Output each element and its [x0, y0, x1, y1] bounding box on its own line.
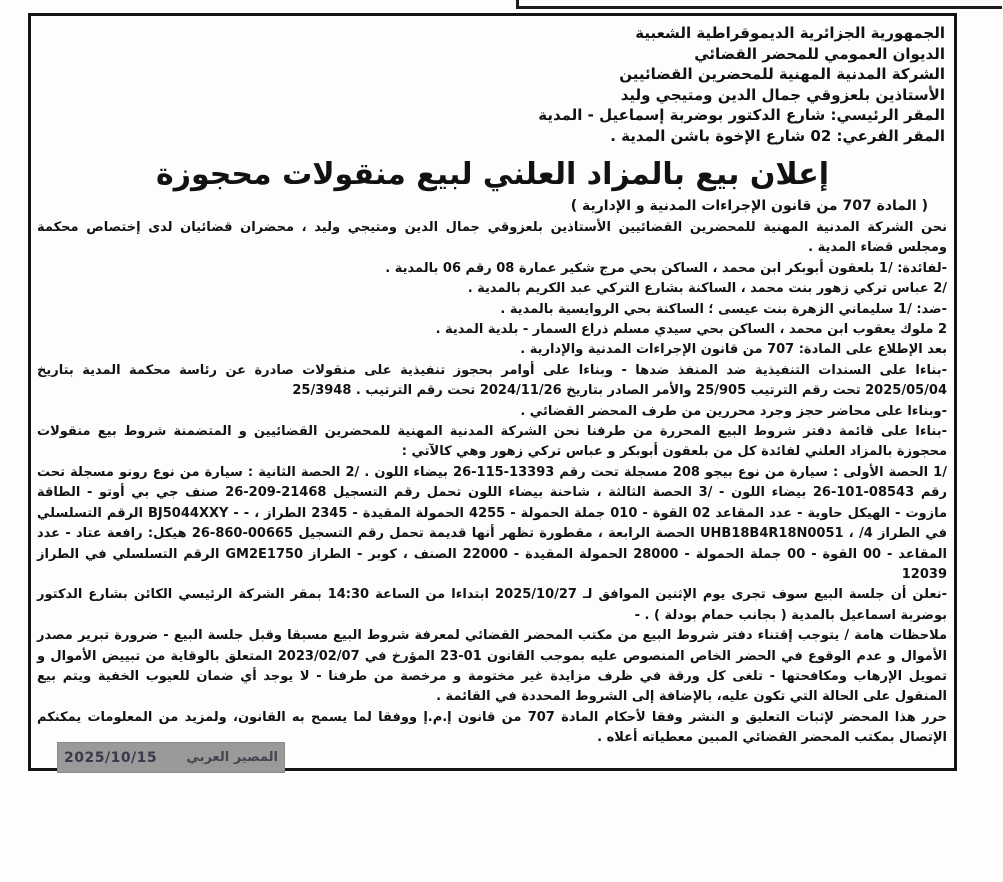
- paragraph-defendant-2: 2 ملوك يعقوب ابن محمد ، الساكن بحي سيدي مسلم ذراع السمار - بلدية المدية .: [435, 322, 947, 338]
- paragraph-article-review: بعد الإطلاع على المادة: 707 من قانون الإجراءات المدنية والإدارية .: [520, 342, 947, 358]
- paragraph-executive-orders: -بناءا على السندات التنفيذية ضد المنفذ ضدها - وبناءا على أوامر بحجوز تنفيذية على منقولات صادرة عن رئاسة محكمة المدية بتاريخ 2025/05/04 تحت رقم الترتيب 25/905 والأمر الصادر بتاريخ 2024/11/26 تحت رقم الترتيب . 25/3948: [37, 362, 947, 399]
- paragraph-lots-description: /1 الحصة الأولى : سيارة من نوع بيجو 208 مسجلة تحت رقم 13393-115-26 بيضاء اللون . /2 الحصة الثانية : سيارة من نوع رونو مسجلة تحت رقم 08543-101-26 بيضاء اللون - /3 الحصة الثالثة ، شاحنة بيضاء اللون تحمل رقم التسجيل 21468-209-26 صنف جي بي أوتو - الطاقة مازوت - الهيكل حاوية - عدد المقاعد 02 القوة - 010 جملة الحمولة - 4255 الحمولة المقيدة - 2345 الطراز ، - - BJ5044XXY الرقم التسلسلي في الطراز UHB18B4R18N0051 ، /4 الحصة الرابعة ، مقطورة تظهر أنها قديمة تحمل رقم التسجيل 00665-860-26 هيكل: رافعة عتاد - عدد المقاعد - 00 القوة - 00 جملة الحمولة - 28000 الحمولة المقيدة - 22000 الصنف ، كوبر - الطراز GM2E1750 الرقم التسلسلي في الطراز 12039: [37, 464, 948, 582]
- header-line-bailiffs-names: الأستاذين بلعزوقي جمال الدين ومتيجي وليد: [620, 85, 945, 104]
- legal-article-reference: ( المادة 707 من قانون الإجراءات المدنية و الإدارية ): [570, 198, 928, 214]
- announcement-body: [31, 216, 954, 749]
- header-line-main-office-address: المقر الرئيسي: شارع الدكتور بوضربة إسماعيل - المدية: [538, 106, 945, 124]
- auction-announcement-box: [28, 13, 957, 771]
- paragraph-session-datetime: -نعلن أن جلسة البيع سوف تجرى يوم الإثنين الموافق لـ 2025/10/27 ابتداءا من الساعة 14:30 بمقر الشركة الرئيسي الكائن بشارع الدكتور بوضربة اسماعيل بالمدية ( بجانب حمام بودلة ) . -: [37, 587, 947, 623]
- paragraph-closing-statement: حرر هذا المحضر لإثبات التعليق و النشر وفقا لأحكام المادة 707 من قانون إ.م.إ ووفقا لما يسمح به القانون، ولمزيد من المعلومات يمكنكم الإتصال بمكتب المحضر القضائي المبين معطياته أعلاه .: [37, 709, 947, 746]
- header-line-public-office: الديوان العمومي للمحضر القضائي: [694, 44, 945, 63]
- header-line-branch-office-address: المقر الفرعي: 02 شارع الإخوة باشن المدية .: [610, 126, 945, 145]
- stamp-newspaper-name: المصير العربي: [186, 750, 278, 765]
- paragraph-introduction: نحن الشركة المدنية المهنية للمحضرين القضائيين الأستاذين بلعزوقي جمال الدين ومتيجي وليد ، محضران قضائيان لدى إختصاص محكمة ومجلس قضاء المدية .: [37, 220, 947, 256]
- paragraph-beneficiary-1: -لفائدة: /1 بلعقون أبوبكر ابن محمد ، الساكن بحي مرج شكير عمارة 08 رقم 06 بالمدية .: [385, 260, 947, 276]
- paragraph-sale-conditions-list: -بناءا على قائمة دفتر شروط البيع المحررة من طرفنا نحن الشركة المدنية المهنية للمحضرين القضائيين و المتضمنة شروط بيع منقولات محجوزة بالمزاد العلني لفائدة كل من بلعقون أبوبكر و عباس تركي زهور وهي كالآتي :: [37, 424, 947, 460]
- adjacent-ad-border-fragment: [516, 0, 1002, 9]
- newspaper-publication-stamp: [58, 743, 284, 772]
- announcement-title: إعلان بيع بالمزاد العلني لبيع منقولات محجوزة: [156, 157, 829, 192]
- bailiff-office-header: [31, 16, 954, 146]
- paragraph-beneficiary-2: /2 عباس تركي زهور بنت محمد ، الساكنة بشارع التركي عبد الكريم بالمدية .: [467, 281, 947, 297]
- stamp-publication-date: 2025/10/15: [64, 749, 158, 766]
- paragraph-defendant-1: -ضد: /1 سليماني الزهرة بنت عيسى ؛ الساكنة بحي الروايسية بالمدية .: [500, 301, 947, 317]
- header-line-company: الشركة المدنية المهنية للمحضرين القضائيين: [619, 65, 945, 83]
- paragraph-seizure-reports: -وبناءا على محاضر حجز وجرد محررين من طرف المحضر القضائي .: [520, 403, 947, 419]
- header-line-republic: الجمهورية الجزائرية الديموقراطية الشعبية: [635, 24, 945, 42]
- paragraph-important-notes: ملاحظات هامة / يتوجب إقتناء دفتر شروط البيع من مكتب المحضر القضائي لمعرفة شروط البيع مسبقا وقبل جلسة البيع - ضرورة تبرير مصدر الأموال و عدم الوقوع في الحضر الخاص المنصوص عليه بموجب القانون 01-23 المؤرخ في 2023/02/07 المتعلق بالوقاية من تبييض الأموال و تمويل الإرهاب ومكافحتها - تلغى كل ورقة في ظرف مزايدة غير مختومة و مرخصة من طرفنا - لا يوجد أي ضمان للعيوب الخفية ويتم بيع المنقول على الحالة التي تكون عليه، بالإضافة إلى الشروط المحددة في القائمة .: [37, 628, 947, 705]
